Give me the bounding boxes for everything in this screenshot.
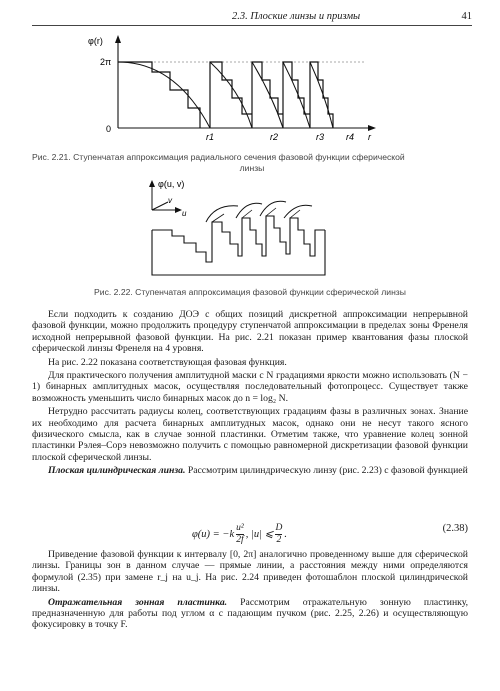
paragraph-heading: Плоская цилиндрическая линза. [48,465,186,477]
fraction [236,523,244,546]
relief-arch-2 [236,203,262,218]
figure-2-22 [0,176,500,286]
fraction-numerator: u² [236,523,244,533]
running-head [32,9,472,26]
fraction-denominator: 2f [236,535,244,545]
paragraph-body: Рассмотрим отражательную зонную пластинку, предназначенную для работы под углом α с падающим пучком (рис. 2.25, 2.26) и осуществляющую фокусировку в точку F. [32,596,468,631]
u-axis-label: u [182,209,187,218]
relief-depth-edge [290,210,300,218]
equation-end: . [284,528,287,540]
relief-arch-1 [206,206,238,222]
paragraph: Если подходить к созданию ДОЭ с общих позиций дискретной аппроксимации непрерывной фазовой функции, можно продолжить процедуру ступенчатой аппроксимации в пределах зоны Френеля исходной непрерывной фазовой функции. На рис. 2.21 показан пример квантования фазы плоской сферической линзы Френеля на 4 уровня. [32,309,468,355]
paragraph-reflective-plate [32,597,468,631]
continuous-phase-curve [118,62,333,128]
caption-line: Рис. 2.21. Ступенчатая аппроксимация радиального сечения фазовой функции сферической [32,152,405,162]
body-text-block-1 [32,309,468,479]
radius-label-r3: r3 [316,132,325,142]
fraction-denominator: 2 [276,535,282,545]
radius-label-r2: r2 [270,132,279,142]
page-number: 41 [461,11,472,22]
paragraph-cylindrical-lens [32,465,468,476]
caption-line: линзы [239,163,265,173]
z-axis-arrow [149,180,155,187]
figure-2-22-caption: Рис. 2.22. Ступенчатая аппроксимация фазовой функции сферической линзы [94,287,406,297]
relief-depth-edge [242,210,252,218]
equation-number: (2.38) [442,523,468,534]
staircase-phase [118,62,333,128]
radius-label-r1: r1 [206,132,215,142]
paragraph: Нетрудно рассчитать радиусы колец, соответствующих градациям фазы в различных зонах. Знание их необходимо для расчета бинарных амплитудных масок, однако они не несут такого ясного физического смысла, как в случае зонной пластинки. Отметим также, что уравнение колец зонной пластинки Рэлея–Сорэ невозможно получить с помощью равномерной дискретизации фазовой функции плоской сферической линзы. [32,406,468,463]
v-axis-label: v [168,196,172,205]
radius-label-r4: r4 [346,132,355,142]
x-axis-label: r [368,132,371,142]
origin-label: 0 [106,124,112,134]
relief-depth-edge [266,208,276,216]
y-tick-2pi: 2π [100,57,112,67]
z-axis-label: φ(u, v) [158,179,185,189]
relief-arch-3 [260,201,286,216]
u-axis-arrow [175,207,182,213]
equation-lhs: φ(u) = −k [192,528,235,540]
y-axis-label: φ(r) [88,36,103,46]
fraction-numerator: D [275,523,283,533]
relief-depth-edge [212,214,224,222]
figure-2-21-caption [32,152,472,174]
equation-mid: , |u| ⩽ [245,528,274,540]
equation-formula [192,523,287,546]
y-axis-arrow [115,35,121,43]
section-title: 2.3. Плоские линзы и призмы [232,11,361,22]
paragraph-heading: Отражательная зонная пластинка. [48,596,228,608]
paragraph: Приведение фазовой функции к интервалу [0, 2π] аналогично проведенному выше для сферической линзы. Границы зон в данном случае — прямые линии, а расстояния между ними определяются формулой (2.35) при замене r_j на u_j. На рис. 2.24 приведен фотошаблон плоской цилиндрической линзы. [32,549,468,595]
v-axis [152,202,168,210]
paragraph: Для практического получения амплитудной маски с N градациями яркости можно использовать (N − 1) бинарных амплитудных масок, осуществляя последовательный фотопроцесс. Существует также возможность уменьшить число бинарных масок до n = log₂ N. [32,370,468,404]
paragraph-body: Рассмотрим цилиндрическую линзу (рис. 2.23) с фазовой функцией [185,465,468,477]
fraction [275,523,282,546]
equation-2-38 [32,513,468,547]
relief-front-profile [152,216,325,262]
body-text-block-2 [32,549,468,633]
paragraph: На рис. 2.22 показана соответствующая фазовая функция. [48,356,287,368]
x-axis-arrow [368,125,376,131]
